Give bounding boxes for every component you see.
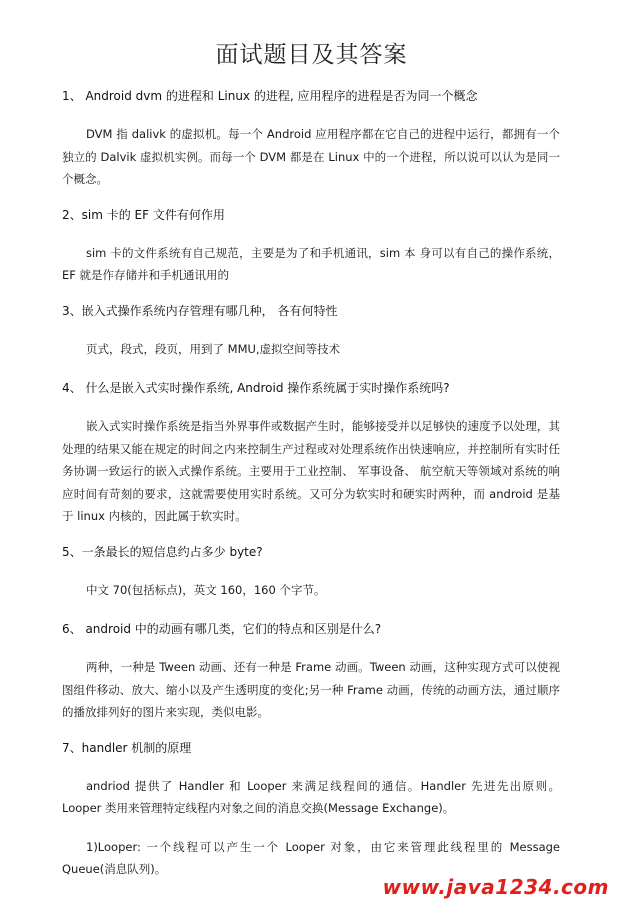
answer-4: 嵌入式实时操作系统是指当外界事件或数据产生时，能够接受并以足够快的速度予以处理，其处理的结果又能在规定的时间之内来控制生产过程或对处理系统作出快速响应，并控制所有实时任务协调一致运行的嵌入式操作系统。主要用于工业控制、 军事设备、 航空航天等领域对系统的响应时间有苛刻的要求，这就需要使用实时系统。又可分为软实时和硬实时两种，而 android 是基于 linux 内核的，因此属于软实时。 xyxy=(62,419,560,523)
answer-1: DVM 指 dalivk 的虚拟机。每一个 Android 应用程序都在它自己的进程中运行，都拥有一个独立的 Dalvik 虚拟机实例。而每一个 DVM 都是在 Linux 中的一个进程，所以说可以认为是同一个概念。 xyxy=(62,127,560,186)
question-3: 3、嵌入式操作系统内存管理有哪几种， 各有何特性 xyxy=(62,303,338,318)
question-4: 4、 什么是嵌入式实时操作系统, Android 操作系统属于实时操作系统吗? xyxy=(62,381,450,395)
answer-5: 中文 70(包括标点)，英文 160，160 个字节。 xyxy=(86,582,326,597)
page-title: 面试题目及其答案 xyxy=(215,42,408,68)
answer-7: andriod 提供了 Handler 和 Looper 来满足线程间的通信。Handler 先进先出原则。Looper 类用来管理特定线程内对象之间的消息交换(Message Exchange)。 xyxy=(62,778,560,815)
question-6: 6、 android 中的动画有哪几类，它们的特点和区别是什么? xyxy=(62,622,382,636)
site-watermark: www.java1234.com xyxy=(382,875,609,899)
question-5: 5、一条最长的短信息约占多少 byte? xyxy=(62,544,263,559)
answer-3: 页式，段式，段页，用到了 MMU,虚拟空间等技术 xyxy=(86,341,341,356)
answer-7-looper: 1)Looper: 一个线程可以产生一个 Looper 对象，由它来管理此线程里的 Message Queue(消息队列)。 xyxy=(62,839,560,876)
qa-content xyxy=(62,88,560,897)
question-1: 1、 Android dvm 的进程和 Linux 的进程, 应用程序的进程是否为同一个概念 xyxy=(62,89,478,103)
question-7: 7、handler 机制的原理 xyxy=(62,740,192,755)
question-2: 2、sim 卡的 EF 文件有何作用 xyxy=(62,207,225,222)
answer-6: 两种，一种是 Tween 动画、还有一种是 Frame 动画。Tween 动画，这种实现方式可以使视图组件移动、放大、缩小以及产生透明度的变化;另一种 Frame 动画，传统的动画方法，通过顺序的播放排列好的图片来实现，类似电影。 xyxy=(62,660,560,719)
answer-2: sim 卡的文件系统有自己规范，主要是为了和手机通讯，sim 本 身可以有自己的操作系统，EF 就是作存储并和手机通讯用的 xyxy=(62,245,560,282)
